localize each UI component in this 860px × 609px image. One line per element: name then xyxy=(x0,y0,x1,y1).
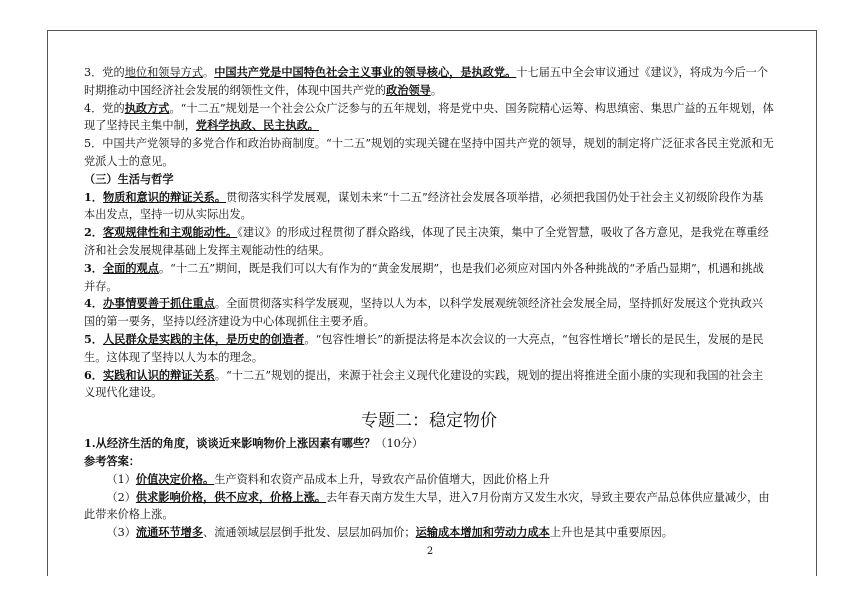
text: 。 xyxy=(430,83,443,97)
item-number: 5． xyxy=(84,331,103,346)
text: 3．党的 xyxy=(84,66,125,79)
text: 《建议》的形成过程贯彻了群众路线，体现了民主决策，集中了全党智慧，吸收了各方意见，是我党在尊重经济和社会发展规律基础上发挥主观能动性的结果。 xyxy=(84,226,769,257)
topic-title: 专题二：稳定物价 xyxy=(361,411,497,432)
page-number: 2 xyxy=(426,546,434,557)
key-term: 供求影响价格，供不应求，价格上涨。 xyxy=(135,489,327,504)
answer-item xyxy=(84,524,774,542)
text: 。“十二五”规划的提出，来源于社会主义现代化建设的实践，规划的提出将推进全面小康的实现和我国的社会主义现代化建设。 xyxy=(84,368,764,400)
philosophy-item xyxy=(84,189,774,225)
text: 。全面贯彻落实科学发展观，坚持以人为本，以科学发展观统领经济社会发展全局，坚持抓好发展这个党执政兴国的第一要务，坚持以经济建设为中心体现抓住主要矛盾。 xyxy=(84,297,764,329)
text: 十七届五中全会审议通过《建议》，将成为今后一个时期推动中国经济社会发展的纲领性文件，体现中国共产党的 xyxy=(84,66,769,97)
question-text: 1.从经济生活的角度，谈谈近来影响物价上涨因素有哪些？ xyxy=(84,436,376,451)
item-number: 1． xyxy=(84,189,103,204)
key-term: 政治领导 xyxy=(386,82,431,97)
text: 上升也是其中重要原因。 xyxy=(549,526,673,540)
key-term: 地位和领导方式 xyxy=(124,66,204,79)
item-number: 3． xyxy=(84,260,103,275)
philosophy-item xyxy=(84,224,774,260)
text: 。 xyxy=(203,66,215,79)
text: 4．党的 xyxy=(84,101,125,115)
question xyxy=(84,435,774,453)
section-heading: （三）生活与哲学 xyxy=(84,171,174,186)
paragraph-item3 xyxy=(84,64,774,100)
text: 贯彻落实科学发展观，谋划未来“十二五”经济社会发展各项举措，必须把我国仍处于社会主义初级阶段作为基本出发点，坚持一切从实际出发。 xyxy=(84,190,764,222)
key-term: 执政方式 xyxy=(124,100,170,115)
answer-item xyxy=(84,471,774,489)
text: 。“十二五”期间，既是我们可以大有作为的“黄金发展期”，也是我们必须应对国内外各种挑战的“矛盾凸显期”，机遇和挑战并存。 xyxy=(84,261,764,293)
key-term: 流通环节增多 xyxy=(135,525,204,540)
key-term: 价值决定价格。 xyxy=(135,471,215,486)
item-number: （2） xyxy=(106,490,136,504)
philosophy-item xyxy=(84,295,774,331)
text: 、流通领域层层倒手批发、层层加码加价； xyxy=(203,526,416,540)
item-number: （3） xyxy=(106,526,136,540)
answer-label: 参考答案： xyxy=(84,453,140,468)
paragraph-item5: 5．中国共产党领导的多党合作和政治协商制度。“十二五”规划的实现关键在坚持中国共产党的领导，规划的制定将广泛征求各民主党派和无党派人士的意见。 xyxy=(84,137,774,168)
item-number: 4． xyxy=(84,296,103,311)
philosophy-item xyxy=(84,367,774,403)
key-term: 运输成本增加和劳动力成本 xyxy=(415,525,550,540)
philosophy-item xyxy=(84,331,774,367)
key-term: 物质和意识的辩证关系。 xyxy=(102,189,227,204)
text: 。“十二五”规划是一个社会公众广泛参与的五年规划，将是党中央、国务院精心运筹、构思缜密、集思广益的五年规划，体现了坚持民主集中制， xyxy=(84,101,774,133)
text: 。“包容性增长”的新提法将是本次会议的一大亮点，“包容性增长”增长的是民生，发展的是民生。这体现了坚持以人为本的理念。 xyxy=(84,332,764,364)
answer-item xyxy=(84,489,774,525)
paragraph-item4 xyxy=(84,100,774,136)
text: 去年春天南方发生大旱，进入7月份南方又发生水灾，导致主要农产品总体供应量减少，由此带来价格上涨。 xyxy=(84,490,770,522)
key-term: 办事情要善于抓住重点 xyxy=(102,296,215,311)
item-number: 6． xyxy=(84,367,103,382)
item-number: （1） xyxy=(106,472,136,486)
text: 生产资料和农资产品成本上升，导致农产品价值增大，因此价格上升 xyxy=(214,472,550,486)
document-body xyxy=(84,64,774,542)
key-term: 客观规律性和主观能动性。 xyxy=(102,225,238,240)
key-term: 全面的观点 xyxy=(102,260,159,275)
key-statement: 中国共产党是中国特色社会主义事业的领导核心，是执政党。 xyxy=(214,65,517,79)
item-number: 2． xyxy=(84,225,103,240)
key-term: 实践和认识的辩证关系 xyxy=(102,367,215,382)
question-score: （10分） xyxy=(375,437,424,451)
key-statement: 党科学执政、民主执政。 xyxy=(195,118,319,133)
key-term: 人民群众是实践的主体，是历史的创造者 xyxy=(102,331,305,346)
philosophy-item xyxy=(84,260,774,296)
